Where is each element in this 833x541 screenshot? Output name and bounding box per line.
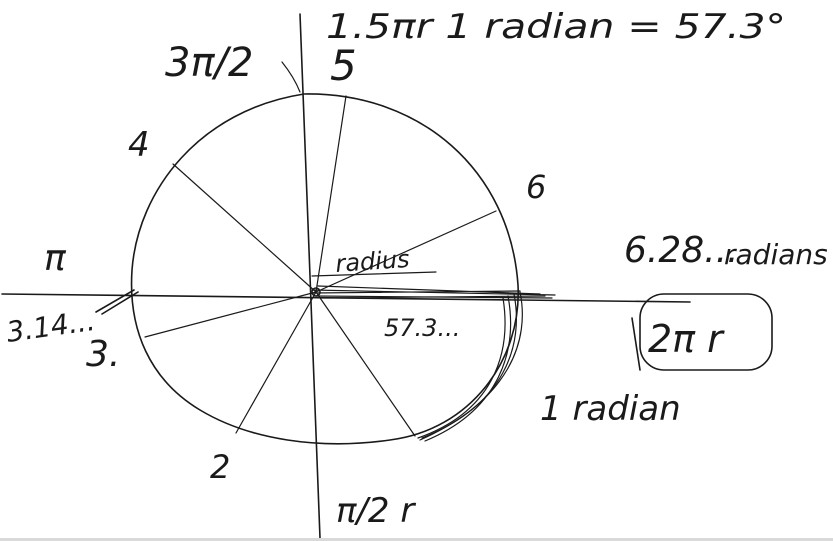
two-pi-r-bracket [632,318,640,370]
label-five: 5 [330,41,357,90]
label-two-pi-r: 2π r [648,317,723,361]
label-two: 2 [210,448,231,486]
three-pi-over-two-pointer [282,62,300,92]
label-pi: π [44,238,66,279]
label-six: 6 [526,168,547,206]
unit-circle [132,94,519,444]
label-one-radian: 1 radian [540,389,681,429]
label-radians-word: radians [724,238,828,271]
title-note: 1.5πr 1 radian = 57.3° [326,7,786,47]
label-pi-decimal: 3.14... [4,303,98,349]
spoke-to-3 [145,292,316,337]
label-angle-approx: 57.3... [384,314,461,342]
label-two-pi-decimal: 6.28... [624,230,739,271]
label-three-pi-over-two: 3π/2 [165,40,254,86]
spoke-to-2 [236,292,316,433]
label-radius: radius [334,244,411,278]
label-four: 4 [128,125,150,165]
label-three: 3. [86,334,121,375]
spoke-to-4 [173,164,316,292]
label-pi-over-two-r: π/2 r [336,491,415,531]
